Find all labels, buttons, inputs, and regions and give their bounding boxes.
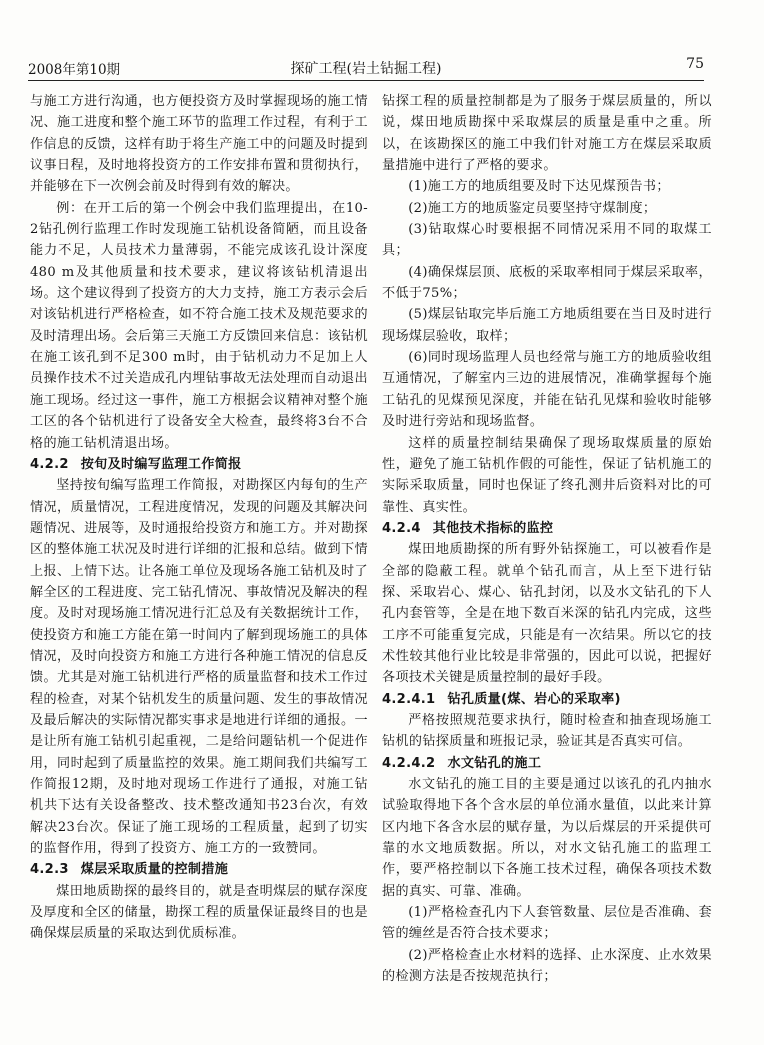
section-title: 煤层采取质量的控制措施 [80, 862, 229, 878]
list-item: (4)确保煤层顶、底板的采取率相同于煤层采取率，不低于75%； [382, 264, 712, 302]
right-column [382, 91, 712, 987]
section-number: 4.2.2 [30, 456, 69, 472]
section-number: 4.2.4.1 [382, 691, 436, 707]
running-header [28, 56, 704, 78]
section-heading-4-2-2 [30, 454, 368, 475]
paragraph: 这样的质量控制结果确保了现场取煤质量的原始性，避免了施工钻机作假的可能性，保证了钻机施工的实际采取质量，同时也保证了终孔测井后资料对比的可靠性、真实性。 [382, 435, 712, 515]
paragraph: 与施工方进行沟通，也方便投资方及时掌握现场的施工情况、施工进度和整个施工环节的监理工作过程，有利于工作信息的反馈，这样有助于将生产施工中的问题及时提到议事日程，及时地将投资方的工作安排布置和贯彻执行，并能够在下一次例会前及时得到有效的解决。 [30, 94, 368, 195]
section-heading-4-2-4-1 [382, 689, 712, 710]
page-number: 75 [686, 56, 704, 72]
list-item: (5)煤层钻取完毕后施工方地质组要在当日及时进行现场煤层验收，取样； [382, 307, 712, 344]
paragraph: 煤田地质勘探的所有野外钻探施工，可以被看作是全部的隐蔽工程。就单个钻孔而言，从上至下进行钻探、采取岩心、煤心、钻孔封闭，以及水文钻孔的下人孔内套管等，全是在地下数百米深的钻孔内完成，这些工序不可能重复完成，只能是有一次结果。所以它的技术性较其他行业比较是非常强的，因此可以说，把握好各项技术关键是质量控制的最好手段。 [382, 542, 712, 686]
paragraph: 钻探工程的质量控制都是为了服务于煤层质量的，所以说，煤田地质勘探中采取煤层的质量是重中之重。所以，在该勘探区的施工中我们针对施工方在煤层采取质量措施中进行了严格的要求。 [382, 94, 712, 174]
section-title: 钻孔质量(煤、岩心的采取率) [447, 691, 621, 707]
list-item: (3)钻取煤心时要根据不同情况采用不同的取煤工具； [382, 222, 712, 259]
section-number: 4.2.4.2 [382, 755, 436, 771]
section-title: 其他技术指标的监控 [432, 520, 554, 536]
list-item: (2)严格检查止水材料的选择、止水深度、止水效果的检测方法是否按规范执行； [382, 947, 712, 985]
issue-label: 2008年第10期 [28, 62, 121, 78]
section-heading-4-2-3 [30, 859, 368, 880]
section-title: 水文钻孔的施工 [447, 755, 542, 771]
paragraph: 严格按照规范要求执行，随时检查和抽查现场施工钻机的钻探质量和班报记录，验证其是否真实可信。 [382, 712, 712, 750]
journal-title: 探矿工程(岩土钻掘工程) [290, 61, 442, 77]
section-heading-4-2-4 [382, 518, 712, 539]
paragraph: 例：在开工后的第一个例会中我们监理提出，在10-2钻孔例行监理工作时发现施工钻机设备简陋，而且设备能力不足，人员技术力量薄弱，不能完成该孔设计深度480 m及其他质量和技术要求，建议将该钻机清退出场。这个建议得到了投资方的大力支持，施工方表示会后对该钻机进行严格检查，如不符合施工技术及规范要求的及时清理出场。会后第三天施工方反馈回来信息：该钻机在施工该孔到不足300 m时，由于钻机动力不足加上人员操作技术不过关造成孔内埋钻事故无法处理而自动退出施工现场。经过这一事件，施工方根据会议精神对整个施工区的各个钻机进行了设备安全大检查，最终将3台不合格的施工钻机清退出场。 [30, 200, 368, 451]
header-rule [28, 80, 704, 81]
section-number: 4.2.3 [30, 862, 69, 878]
list-item: (1)严格检查孔内下人套管数量、层位是否准确、套管的缠丝是否符合技术要求； [382, 905, 712, 942]
section-number: 4.2.4 [382, 520, 421, 536]
list-item: (1)施工方的地质组要及时下达见煤预告书； [408, 179, 670, 195]
left-column [30, 91, 368, 945]
paragraph: 煤田地质勘探的最终目的，就是查明煤层的赋存深度及厚度和全区的储量，勘探工程的质量保证最终目的也是确保煤层质量的采取达到优质标准。 [30, 883, 368, 942]
section-heading-4-2-4-2 [382, 753, 712, 774]
list-item: (2)施工方的地质鉴定员要坚持守煤制度； [408, 200, 657, 216]
section-title: 按旬及时编写监理工作简报 [80, 456, 242, 472]
paragraph: 水文钻孔的施工目的主要是通过以该孔的孔内抽水试验取得地下各个含水层的单位涌水量值，以此来计算区内地下各含水层的赋存量，为以后煤层的开采提供可靠的水文地质数据。所以，对水文钻孔施工的监理工作，要严格控制以下各施工技术过程，确保各项技术数据的真实、可靠、准确。 [382, 777, 712, 899]
list-item: (6)同时现场监理人员也经常与施工方的地质验收组互通情况，了解室内三边的进展情况，准确掌握每个施工钻孔的见煤预见深度，并能在钻孔见煤和验收时能够及时进行旁站和现场监督。 [382, 350, 712, 430]
paragraph: 坚持按旬编写监理工作简报，对勘探区内每旬的生产情况，质量情况，工程进度情况，发现的问题及其解决问题情况、进展等，及时通报给投资方和施工方。并对勘探区的整体施工状况及时进行详细的汇报和总结。做到下情上报、上情下达。让各施工单位及现场各施工钻机及时了解全区的工程进度、完工钻孔情况、事故情况及解决的程度。及时对现场施工情况进行汇总及有关数据统计工作，使投资方和施工方能在第一时间内了解到现场施工的具体情况，及时向投资方和施工方进行各种施工情况的信息反馈。尤其是对施工钻机进行严格的质量监督和技术工作过程的检查，对某个钻机发生的质量问题、发生的事故情况及最后解决的实际情况都实事求是地进行详细的通报。一是让所有施工钻机引起重视，二是给问题钻机一个促进作用，同时起到了质量监控的效果。施工期间我们共编写工作简报12期，及时地对现场工作进行了通报，对施工钻机共下达有关设备整改、技术整改通知书23台次，有效解决23台次。保证了施工现场的工程质量，起到了切实的监督作用，得到了投资方、施工方的一致赞同。 [30, 478, 368, 857]
